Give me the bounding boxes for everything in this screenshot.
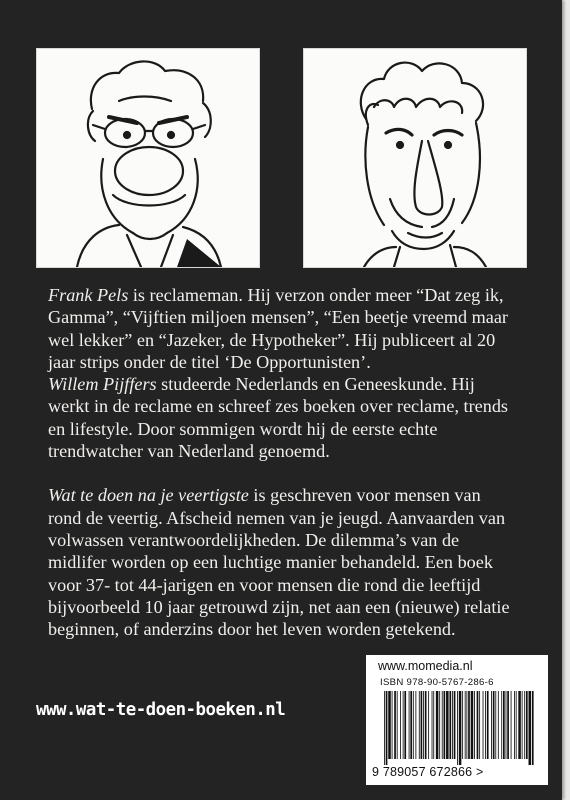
- author-name-pijffers: Willem Pijffers: [48, 374, 157, 395]
- publisher-site: www.momedia.nl: [378, 659, 473, 673]
- blurb-text: is geschreven voor mensen van rond de veertig. Afscheid nemen van je jeugd. Aanvaarden van volwassen verantwoordelijkheden. De dilemma’s van de midlifer worden op een luchtige manier behandeld. Een boek voor 37- tot 44-jarigen en voor mensen die rond die leeftijd bijvoorbeeld 10 jaar getrouwd zijn, net aan een (nieuwe) relatie beginnen, of anderzins door het leven worden getekend.: [48, 485, 510, 640]
- body-text: [48, 284, 518, 640]
- bio-pels-text: is reclameman. Hij verzon onder meer “Dat zeg ik, Gamma”, “Vijftien miljoen mensen”, “Een beetje vreemd maar wel lekker” en “Jazeker, de Hypotheker”. Hij publiceert al 20 jaar strips onder de titel ‘De Opportunisten’.: [48, 285, 508, 372]
- book-blurb: [48, 484, 518, 640]
- isbn-block: [366, 655, 548, 785]
- illustration-frank-pels: [36, 48, 260, 268]
- author-name-pels: Frank Pels: [48, 285, 129, 305]
- bio-frank-pels: [48, 284, 518, 373]
- bio-pijffers-text: studeerde Nederlands en Geneeskunde. Hij werkt in de reclame en schreef zes boeken over reclame, trends en lifestyle. Door sommigen wordt hij de eerste echte trendwatcher van Nederland genoemd.: [48, 374, 509, 462]
- website-url: www.wat-te-doen-boeken.nl: [36, 700, 286, 720]
- barcode-digits: 9 789057 672866 >: [372, 765, 484, 779]
- bio-willem-pijffers: [48, 373, 518, 462]
- caricature-man-with-glasses-icon: [37, 49, 259, 267]
- book-title: Wat te doen na je veertigste: [48, 485, 249, 506]
- caricature-man-with-long-nose-icon: [304, 49, 526, 267]
- isbn-number: ISBN 978-90-5767-286-6: [380, 677, 494, 688]
- illustration-willem-pijffers: [303, 48, 527, 268]
- barcode-icon: [382, 691, 536, 765]
